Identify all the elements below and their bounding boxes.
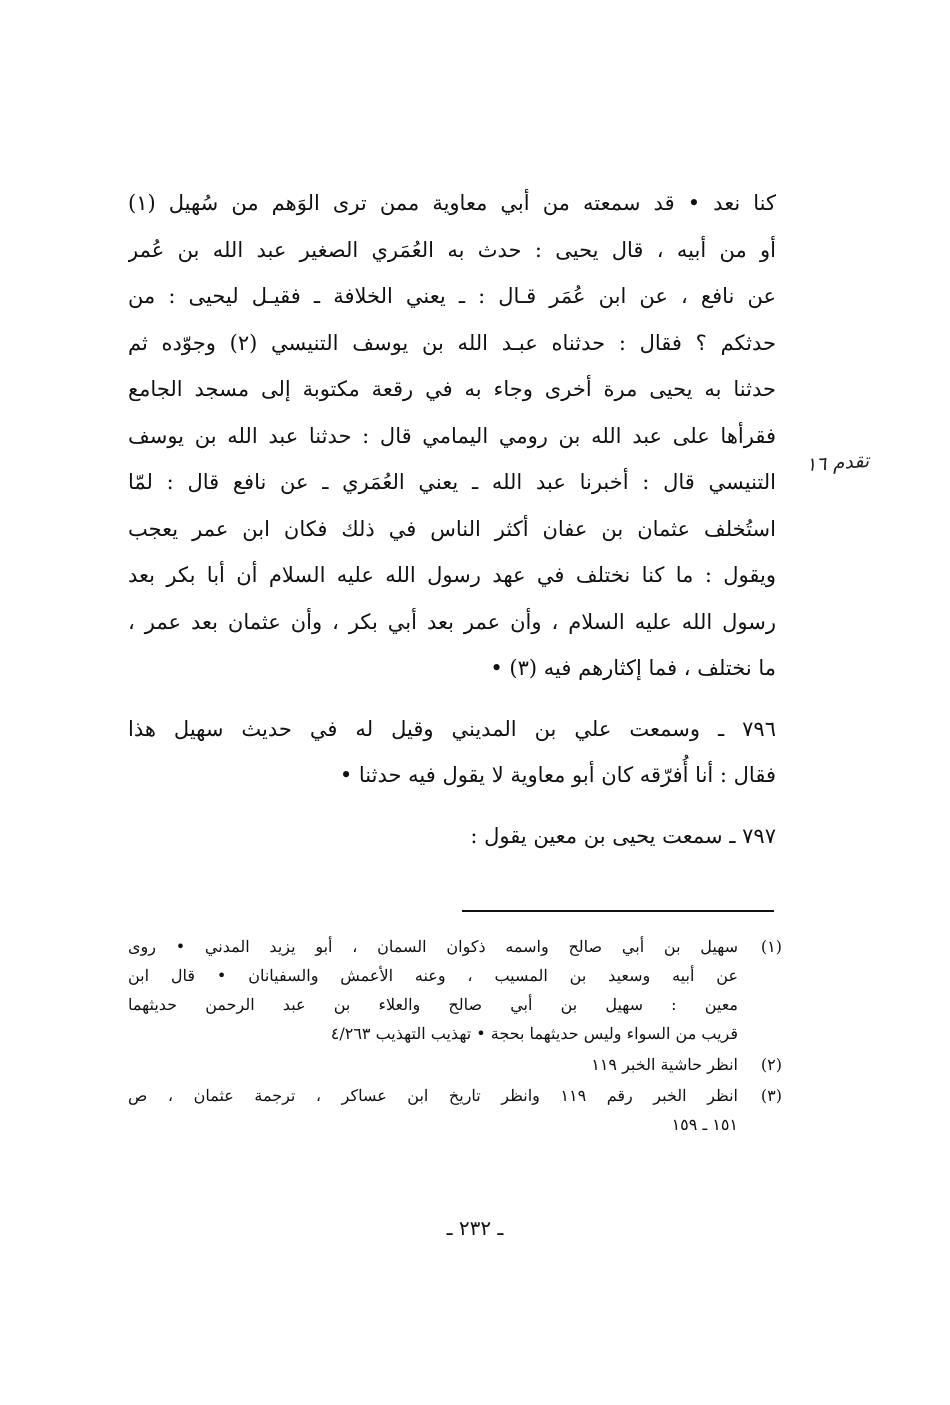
page-number: ـ ٢٣٢ ـ	[446, 1216, 504, 1240]
footnote-line: سهيل بن أبي صالح واسمه ذكوان السمان ، أبو يزيد المدني • روى	[128, 937, 738, 956]
main-text	[128, 180, 776, 859]
footnotes	[128, 932, 782, 1139]
text-line: ما نختلف ، فما إكثارهم فيه (٣) •	[490, 656, 776, 680]
footnote-body	[128, 1050, 738, 1079]
text-line: كنا نعد • قد سمعته من أبي معاوية ممن ترى الوَهم من سُهيل (١)	[128, 191, 776, 215]
footnote-separator	[462, 910, 774, 912]
footnote-line: قريب من السواء وليس حديثهما بحجة • تهذيب التهذيب ٤/٢٦٣	[330, 1024, 738, 1043]
text-line: فقرأها على عبد الله بن رومي اليمامي قال : حدثنا عبد الله بن يوسف	[128, 423, 776, 448]
footnote-2	[128, 1050, 782, 1079]
footnote-line: معين : سهيل بن أبي صالح والعلاء بن عبد الرحمن حديثهما	[128, 995, 738, 1014]
text-line: ٧٩٦ ـ وسمعت علي بن المديني وقيل له في حديث سهيل هذا	[128, 716, 776, 741]
text-line: أو من أبيه ، قال يحيى : حدث به العُمَري الصغير عبد الله بن عُمر	[128, 237, 776, 262]
text-line: ٧٩٧ ـ سمعت يحيى بن معين يقول :	[470, 823, 776, 848]
paragraph-hadith-797	[128, 813, 776, 860]
text-line: رسول الله عليه السلام ، وأن عمر بعد أبي بكر ، وأن عثمان بعد عمر ،	[128, 609, 776, 634]
text-line: حدثنا به يحيى مرة أخرى وجاء به في رقعة مكتوبة إلى مسجد الجامع	[128, 377, 776, 401]
text-line: ويقول : ما كنا نختلف في عهد رسول الله عليه السلام أن أبا بكر بعد	[128, 563, 776, 587]
footnote-line: ١٥١ ـ ١٥٩	[671, 1115, 738, 1134]
footnote-body	[128, 932, 738, 1048]
footnote-1	[128, 932, 782, 1048]
text-line: التنيسي قال : أخبرنا عبد الله ـ يعني العُمَري ـ عن نافع قال : لمّا	[128, 470, 776, 494]
text-line: عن نافع ، عن ابن عُمَر قـال : ـ يعني الخلافة ـ فقيـل ليحيى : من	[128, 284, 776, 308]
paragraph-hadith-796	[128, 706, 776, 799]
paragraph-hadith-795	[128, 180, 776, 692]
footnote-line: انظر الخبر رقم ١١٩ وانظر تاريخ ابن عساكر ، ترجمة عثمان ، ص	[128, 1086, 738, 1105]
footnote-line: عن أبيه وسعيد بن المسيب ، وعنه الأعمش والسفيانان • قال ابن	[128, 966, 738, 985]
handwritten-margin-note: تقدم ١٦	[805, 449, 870, 477]
text-line: حدثكم ؟ فقال : حدثناه عبـد الله بن يوسف التنيسي (٢) وجوّده ثم	[128, 330, 776, 355]
footnote-3	[128, 1081, 782, 1139]
footnote-number: (٣)	[760, 1086, 782, 1105]
footnote-number: (٢)	[760, 1055, 782, 1074]
footnote-number: (١)	[760, 937, 782, 956]
footnote-body	[128, 1081, 738, 1139]
text-line: استُخلف عثمان بن عفان أكثر الناس في ذلك فكان ابن عمر يعجب	[128, 516, 776, 541]
footnote-line: انظر حاشية الخبر ١١٩	[591, 1055, 738, 1074]
text-line: فقال : أنا أُفرّقه كان أبو معاوية لا يقول فيه حدثنا •	[339, 763, 776, 787]
